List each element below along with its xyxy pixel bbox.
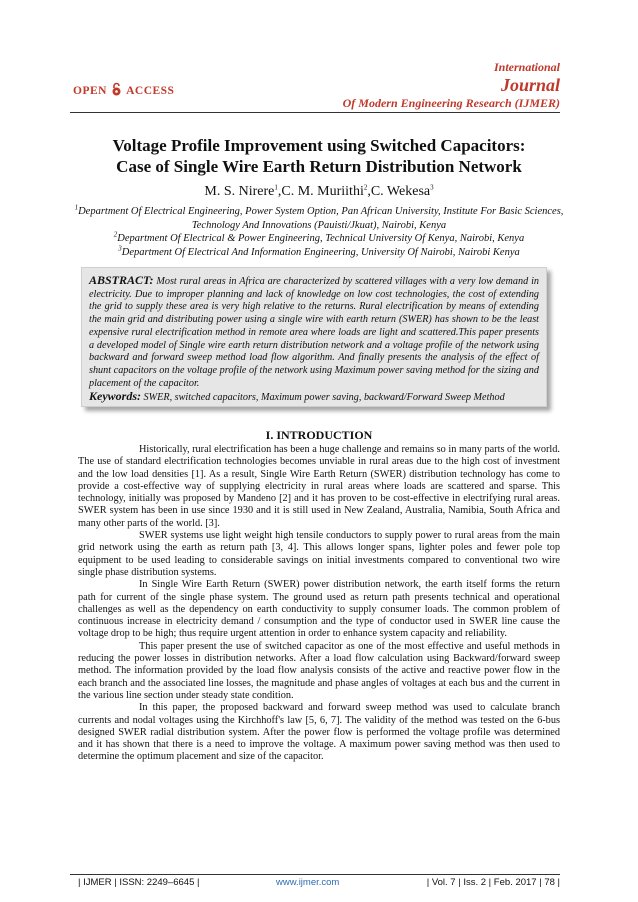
title-line-2: Case of Single Wire Earth Return Distribution Network: [116, 157, 522, 176]
open-access-logo: [73, 80, 174, 97]
header-rule: [70, 112, 560, 113]
journal-line-1: International: [493, 60, 560, 74]
affiliation-1: $^1$Department Of Electrical Engineering, Power System Option, Pan African University, Institute For Basic Sciences, Technology And Innovations (Pauisti/Jkuat), Nairobi, Kenya: [74, 203, 564, 231]
abstract-box: [81, 267, 547, 407]
section-heading: I. INTRODUCTION: [265, 428, 373, 442]
paragraph: Historically, rural electrification has been a huge challenge and remains so in many parts of the world. The use of standard electrification technologies becomes unviable in rural areas due to the high cost of investment and the low load densities [1]. As a result, Single Wire Earth Return (SWER) distribution technology has come to provide a cost-effective way of supplying electricity in rural areas where loads are scattered and sparse. This technology, initially was proposed by Mandeno [2] and it has proven to be cost-effective in electrifying rural areas. SWER system has been in use since 1930 and it is still used in New Zealand, Australia, Namibia, South Africa and many other parts of the world. [3].: [78, 444, 560, 529]
paragraph: SWER systems use light weight high tensile conductors to supply power to rural areas from the main grid network using the earth as return path [3, 4]. This allows longer spans, lighter poles and fewer pole top equipment to be used leading to considerable savings on initial investments compared to conventional two wire single phase distribution systems.: [78, 530, 560, 578]
keywords-text: SWER, switched capacitors, Maximum power saving, backward/Forward Sweep Method: [143, 392, 505, 404]
open-access-left: OPEN: [73, 85, 107, 97]
footer-website-link[interactable]: www.ijmer.com: [276, 877, 340, 888]
paper-title: [60, 135, 578, 177]
journal-masthead: [343, 60, 560, 111]
body-text: [78, 444, 560, 764]
author-list: M. S. Nirere$^1$,C. M. Muriithi$^2$,C. Wekesa$^3$: [204, 183, 434, 199]
author-name: C. M. Muriithi: [281, 184, 364, 199]
paragraph: In this paper, the proposed backward and forward sweep method was used to calculate branch currents and nodal voltages using the Kirchhoff's law [5, 6, 7]. The validity of the method was tested on the 6-bus designed SWER radial distribution system. After the power flow is performed the voltage profile was determined and it has shown that there is a need to improve the voltage. A maximum power saving method was then used to determine the optimum placement and size of the capacitor.: [78, 702, 560, 763]
affiliations: [70, 205, 568, 259]
footer-volume-info: | Vol. 7 | Iss. 2 | Feb. 2017 | 78 |: [426, 877, 560, 888]
author-sup: 3: [430, 183, 434, 192]
author-sup: 2: [363, 183, 368, 192]
open-access-right: ACCESS: [126, 85, 175, 97]
open-lock-icon: [111, 82, 122, 96]
affiliation-3: $^3$Department Of Electrical And Information Engineering, University Of Nairobi, Nairobi Kenya: [118, 244, 520, 258]
author-name: C. Wekesa: [370, 184, 431, 199]
paragraph: In Single Wire Earth Return (SWER) power distribution network, the earth itself forms the return path for current of the single phase system. The ground used as return path presents technical and operational challenges as well as the dependency on earth conductivity to supply consumer loads. The common problem of continuous increase in electricity demand / consumption and the type of conductor used in SWER line cause the voltage drop to be high; thus require urgent attention in order to enhance system capacity and reliability.: [78, 579, 560, 640]
keywords-label: Keywords:: [89, 389, 141, 404]
author-name: M. S. Nirere: [204, 184, 275, 199]
journal-line-3: Of Modern Engineering Research (IJMER): [342, 96, 560, 110]
footer-rule: [70, 874, 560, 875]
title-line-1: Voltage Profile Improvement using Switched Capacitors:: [112, 136, 526, 155]
footer-issn: | IJMER | ISSN: 2249–6645 |: [78, 877, 200, 888]
abstract-text: Most rural areas in Africa are characterized by scattered villages with a very low demand in electricity. Due to improper planning and lack of knowledge on low cost technologies, the cost of extending the grid to supply these area is very high relative to the returns. Rural electrification by means of extending the main grid and distributing power using a single wire with earth return (SWER) has shown to be the least expensive rural electrification method in remote area where loads are light and scattered.This paper presents a developed model of Single wire earth return distribution network and a voltage profile of the network using backward and forward sweep method load flow algorithm. And finally presents the analysis of the effect of shunt capacitors on the voltage profile of the network using Maximum power saving method for the sizing and placement of the capacitor.: [89, 276, 539, 389]
journal-line-2: Journal: [500, 75, 560, 95]
author-sup: 1: [274, 183, 278, 192]
affiliation-2: $^2$Department Of Electrical & Power Engineering, Technical University Of Kenya, Nairobi, Kenya: [113, 230, 525, 244]
abstract-label: ABSTRACT:: [89, 273, 154, 287]
paragraph: This paper present the use of switched capacitor as one of the most effective and useful methods in reducing the power losses in distribution networks. After a load flow calculation using Backward/forward sweep method. The information provided by the load flow analysis consists of the active and reactive power flow in the each branch and the associated line losses, the magnitude and phase angles of voltages at each bus and the current in the various line section under steady state condition.: [78, 640, 560, 701]
